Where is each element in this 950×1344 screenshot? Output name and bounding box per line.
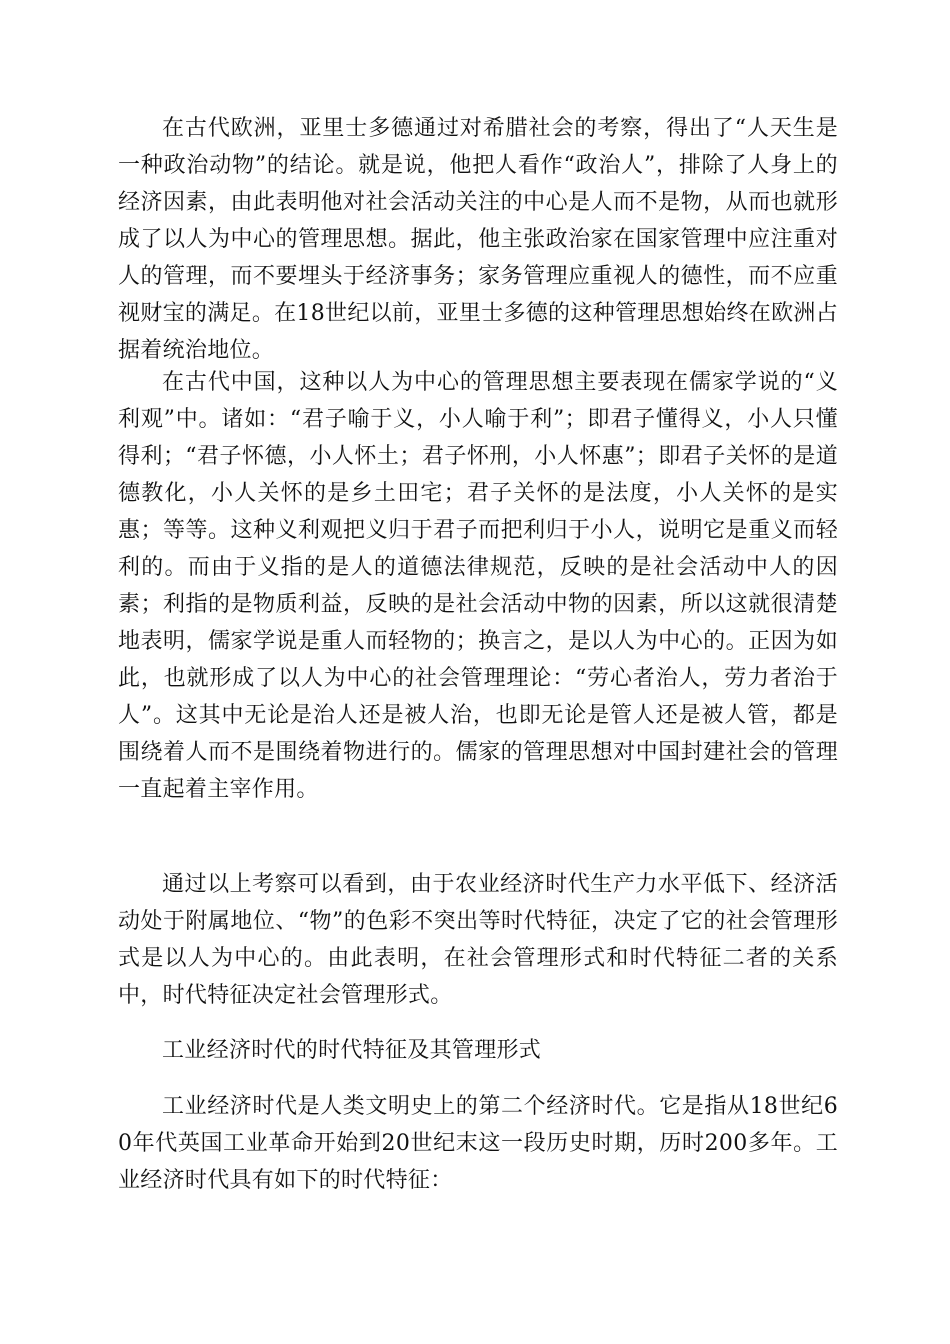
paragraph-industrial-era: 工业经济时代是人类文明史上的第二个经济时代。它是指从18世纪60年代英国工业革命开始到20世纪末这一段历史时期，历时200多年。工业经济时代具有如下的时代特征： xyxy=(118,1094,838,1193)
section-heading: 工业经济时代的时代特征及其管理形式 xyxy=(162,1038,542,1063)
paragraph-confucian-yili: 在古代中国，这种以人为中心的管理思想主要表现在儒家学说的“义利观”中。诸如：“君子喻于义，小人喻于利”；即君子懂得义，小人只懂得利；“君子怀德，小人怀土；君子怀刑，小人怀惠”；即君子关怀的是道德教化，小人关怀的是乡土田宅；君子关怀的是法度，小人关怀的是实惠；等等。这种义利观把义归于君子而把利归于小人，说明它是重义而轻利的。而由于义指的是人的道德法律规范，反映的是社会活动中人的因素；利指的是物质利益，反映的是社会活动中物的因素，所以这就很清楚地表明，儒家学说是重人而轻物的；换言之，是以人为中心的。正因为如此，也就形成了以人为中心的社会管理理论：“劳心者治人，劳力者治于人”。这其中无论是治人还是被人治，也即无论是管人还是被人管，都是围绕着人而不是围绕着物进行的。儒家的管理思想对中国封建社会的管理一直起着主宰作用。 xyxy=(118,370,838,802)
paragraph-aristotle: 在古代欧洲，亚里士多德通过对希腊社会的考察，得出了“人天生是一种政治动物”的结论。就是说，他把人看作“政治人”，排除了人身上的经济因素，由此表明他对社会活动关注的中心是人而不是物，从而也就形成了以人为中心的管理思想。据此，他主张政治家在国家管理中应注重对人的管理，而不要埋头于经济事务；家务管理应重视人的德性，而不应重视财宝的满足。在18世纪以前，亚里士多德的这种管理思想始终在欧洲占据着统治地位。 xyxy=(118,116,838,363)
paragraph-conclusion: 通过以上考察可以看到，由于农业经济时代生产力水平低下、经济活动处于附属地位、“物”的色彩不突出等时代特征，决定了它的社会管理形式是以人为中心的。由此表明，在社会管理形式和时代特征二者的关系中，时代特征决定社会管理形式。 xyxy=(118,872,838,1008)
